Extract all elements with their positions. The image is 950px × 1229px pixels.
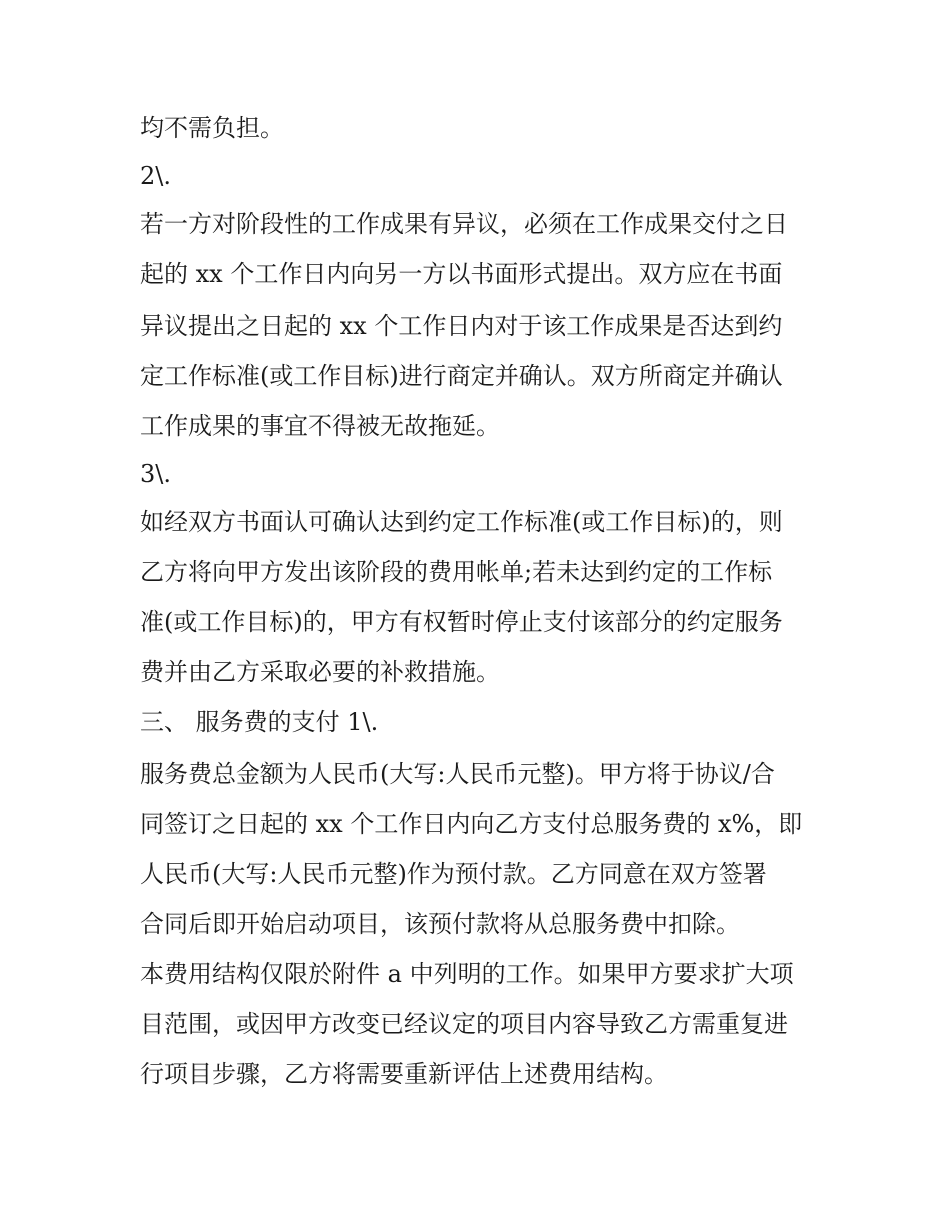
text-line: 乙方将向甲方发出该阶段的费用帐单;若未达到约定的工作标 bbox=[140, 558, 773, 586]
section-heading: 三、 服务费的支付 1\. bbox=[140, 708, 379, 736]
text-line: 服务费总金额为人民币(大写:人民币元整)。甲方将于协议/合 bbox=[140, 760, 775, 788]
text-line: 费并由乙方采取必要的补救措施。 bbox=[140, 658, 500, 686]
text-line: 合同后即开始启动项目，该预付款将从总服务费中扣除。 bbox=[140, 910, 740, 938]
text-line: 目范围，或因甲方改变已经议定的项目内容导致乙方需重复进 bbox=[140, 1010, 788, 1038]
text-line: 人民币(大写:人民币元整)作为预付款。乙方同意在双方签署 bbox=[140, 860, 767, 888]
text-line: 行项目步骤，乙方将需要重新评估上述费用结构。 bbox=[140, 1060, 668, 1088]
text-line: 工作成果的事宜不得被无故拖延。 bbox=[140, 412, 500, 440]
clause-number: 2\. bbox=[140, 162, 171, 190]
text-line: 如经双方书面认可确认达到约定工作标准(或工作目标)的，则 bbox=[140, 508, 783, 536]
clause-number: 3\. bbox=[140, 460, 171, 488]
text-line: 准(或工作目标)的，甲方有权暂时停止支付该部分的约定服务 bbox=[140, 608, 783, 636]
text-line: 起的 xx 个工作日内向另一方以书面形式提出。双方应在书面 bbox=[140, 260, 783, 288]
text-line: 若一方对阶段性的工作成果有异议，必须在工作成果交付之日 bbox=[140, 210, 788, 238]
text-line: 定工作标准(或工作目标)进行商定并确认。双方所商定并确认 bbox=[140, 362, 783, 390]
text-line: 同签订之日起的 xx 个工作日内向乙方支付总服务费的 x%，即 bbox=[140, 810, 803, 838]
text-line: 均不需负担。 bbox=[140, 114, 284, 142]
text-line: 本费用结构仅限於附件 a 中列明的工作。如果甲方要求扩大项 bbox=[140, 960, 794, 988]
text-line: 异议提出之日起的 xx 个工作日内对于该工作成果是否达到约 bbox=[140, 312, 783, 340]
